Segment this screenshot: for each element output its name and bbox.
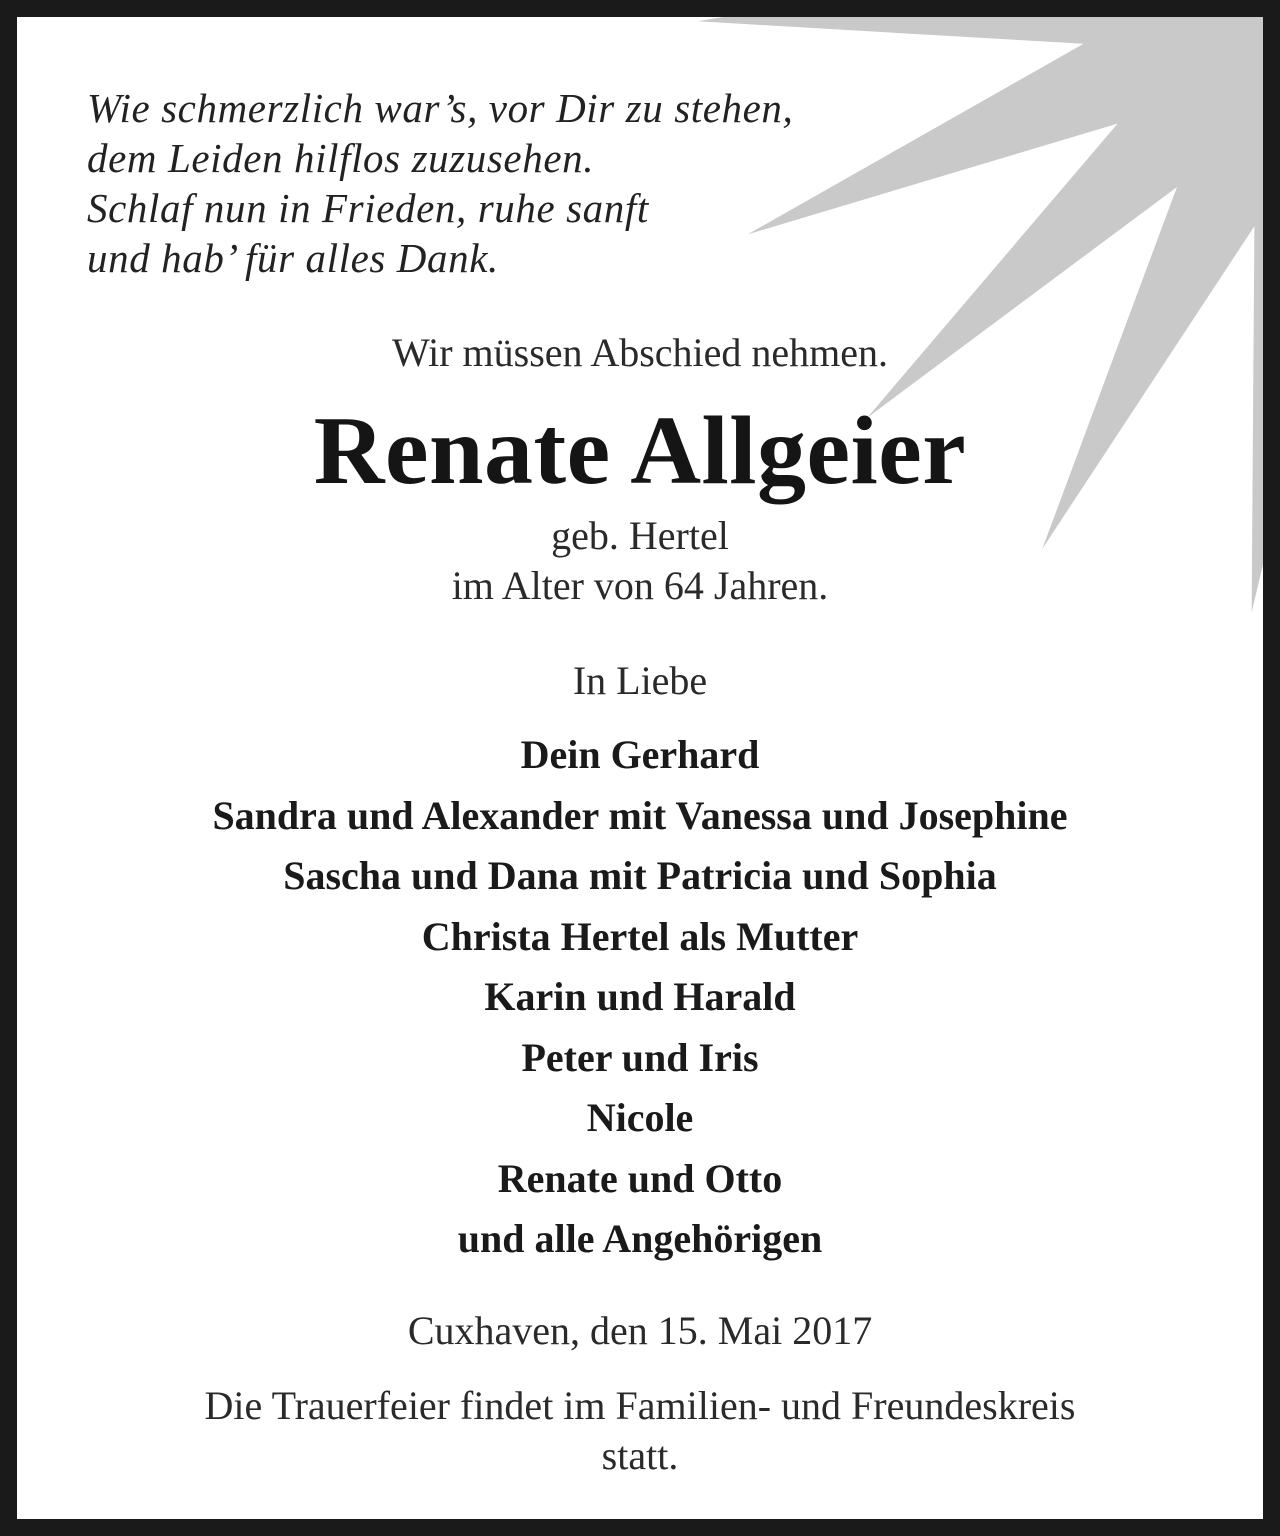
mourner-line: Christa Hertel als Mutter <box>421 913 859 959</box>
funeral-note-line: Die Trauerfeier findet im Familien- und Freundeskreis <box>204 1383 1076 1428</box>
mourner-line: Dein Gerhard <box>520 732 760 777</box>
mourner-line: Karin und Harald <box>484 974 796 1019</box>
funeral-note-line: statt. <box>601 1433 679 1478</box>
farewell-intro: Wir müssen Abschied nehmen. <box>391 330 889 375</box>
mourner-line: Renate und Otto <box>497 1155 783 1201</box>
age-line: im Alter von 64 Jahren. <box>451 563 829 608</box>
maiden-name: geb. Hertel <box>551 513 729 558</box>
poem-line: dem Leiden hilflos zuzusehen. <box>87 135 595 181</box>
poem-line: Schlaf nun in Frieden, ruhe sanft <box>87 185 649 231</box>
funeral-note <box>17 1381 1263 1481</box>
mourner-line: Sascha und Dana mit Patricia und Sophia <box>283 853 997 898</box>
mourner-line: Nicole <box>586 1095 694 1140</box>
mourner-line: Sandra und Alexander mit Vanessa und Josephine <box>212 792 1068 838</box>
place-date: Cuxhaven, den 15. Mai 2017 <box>407 1308 873 1353</box>
poem-line: und hab’ für alles Dank. <box>87 235 499 281</box>
poem <box>87 83 793 283</box>
mourner-line: Peter und Iris <box>521 1034 759 1080</box>
mourner-line: und alle Angehörigen <box>457 1216 823 1261</box>
mourners-list <box>17 725 1263 1270</box>
deceased-details <box>17 511 1263 611</box>
poem-line: Wie schmerzlich war’s, vor Dir zu stehen, <box>87 85 794 131</box>
closing-phrase: In Liebe <box>572 658 708 703</box>
deceased-name: Renate Allgeier <box>313 397 967 505</box>
